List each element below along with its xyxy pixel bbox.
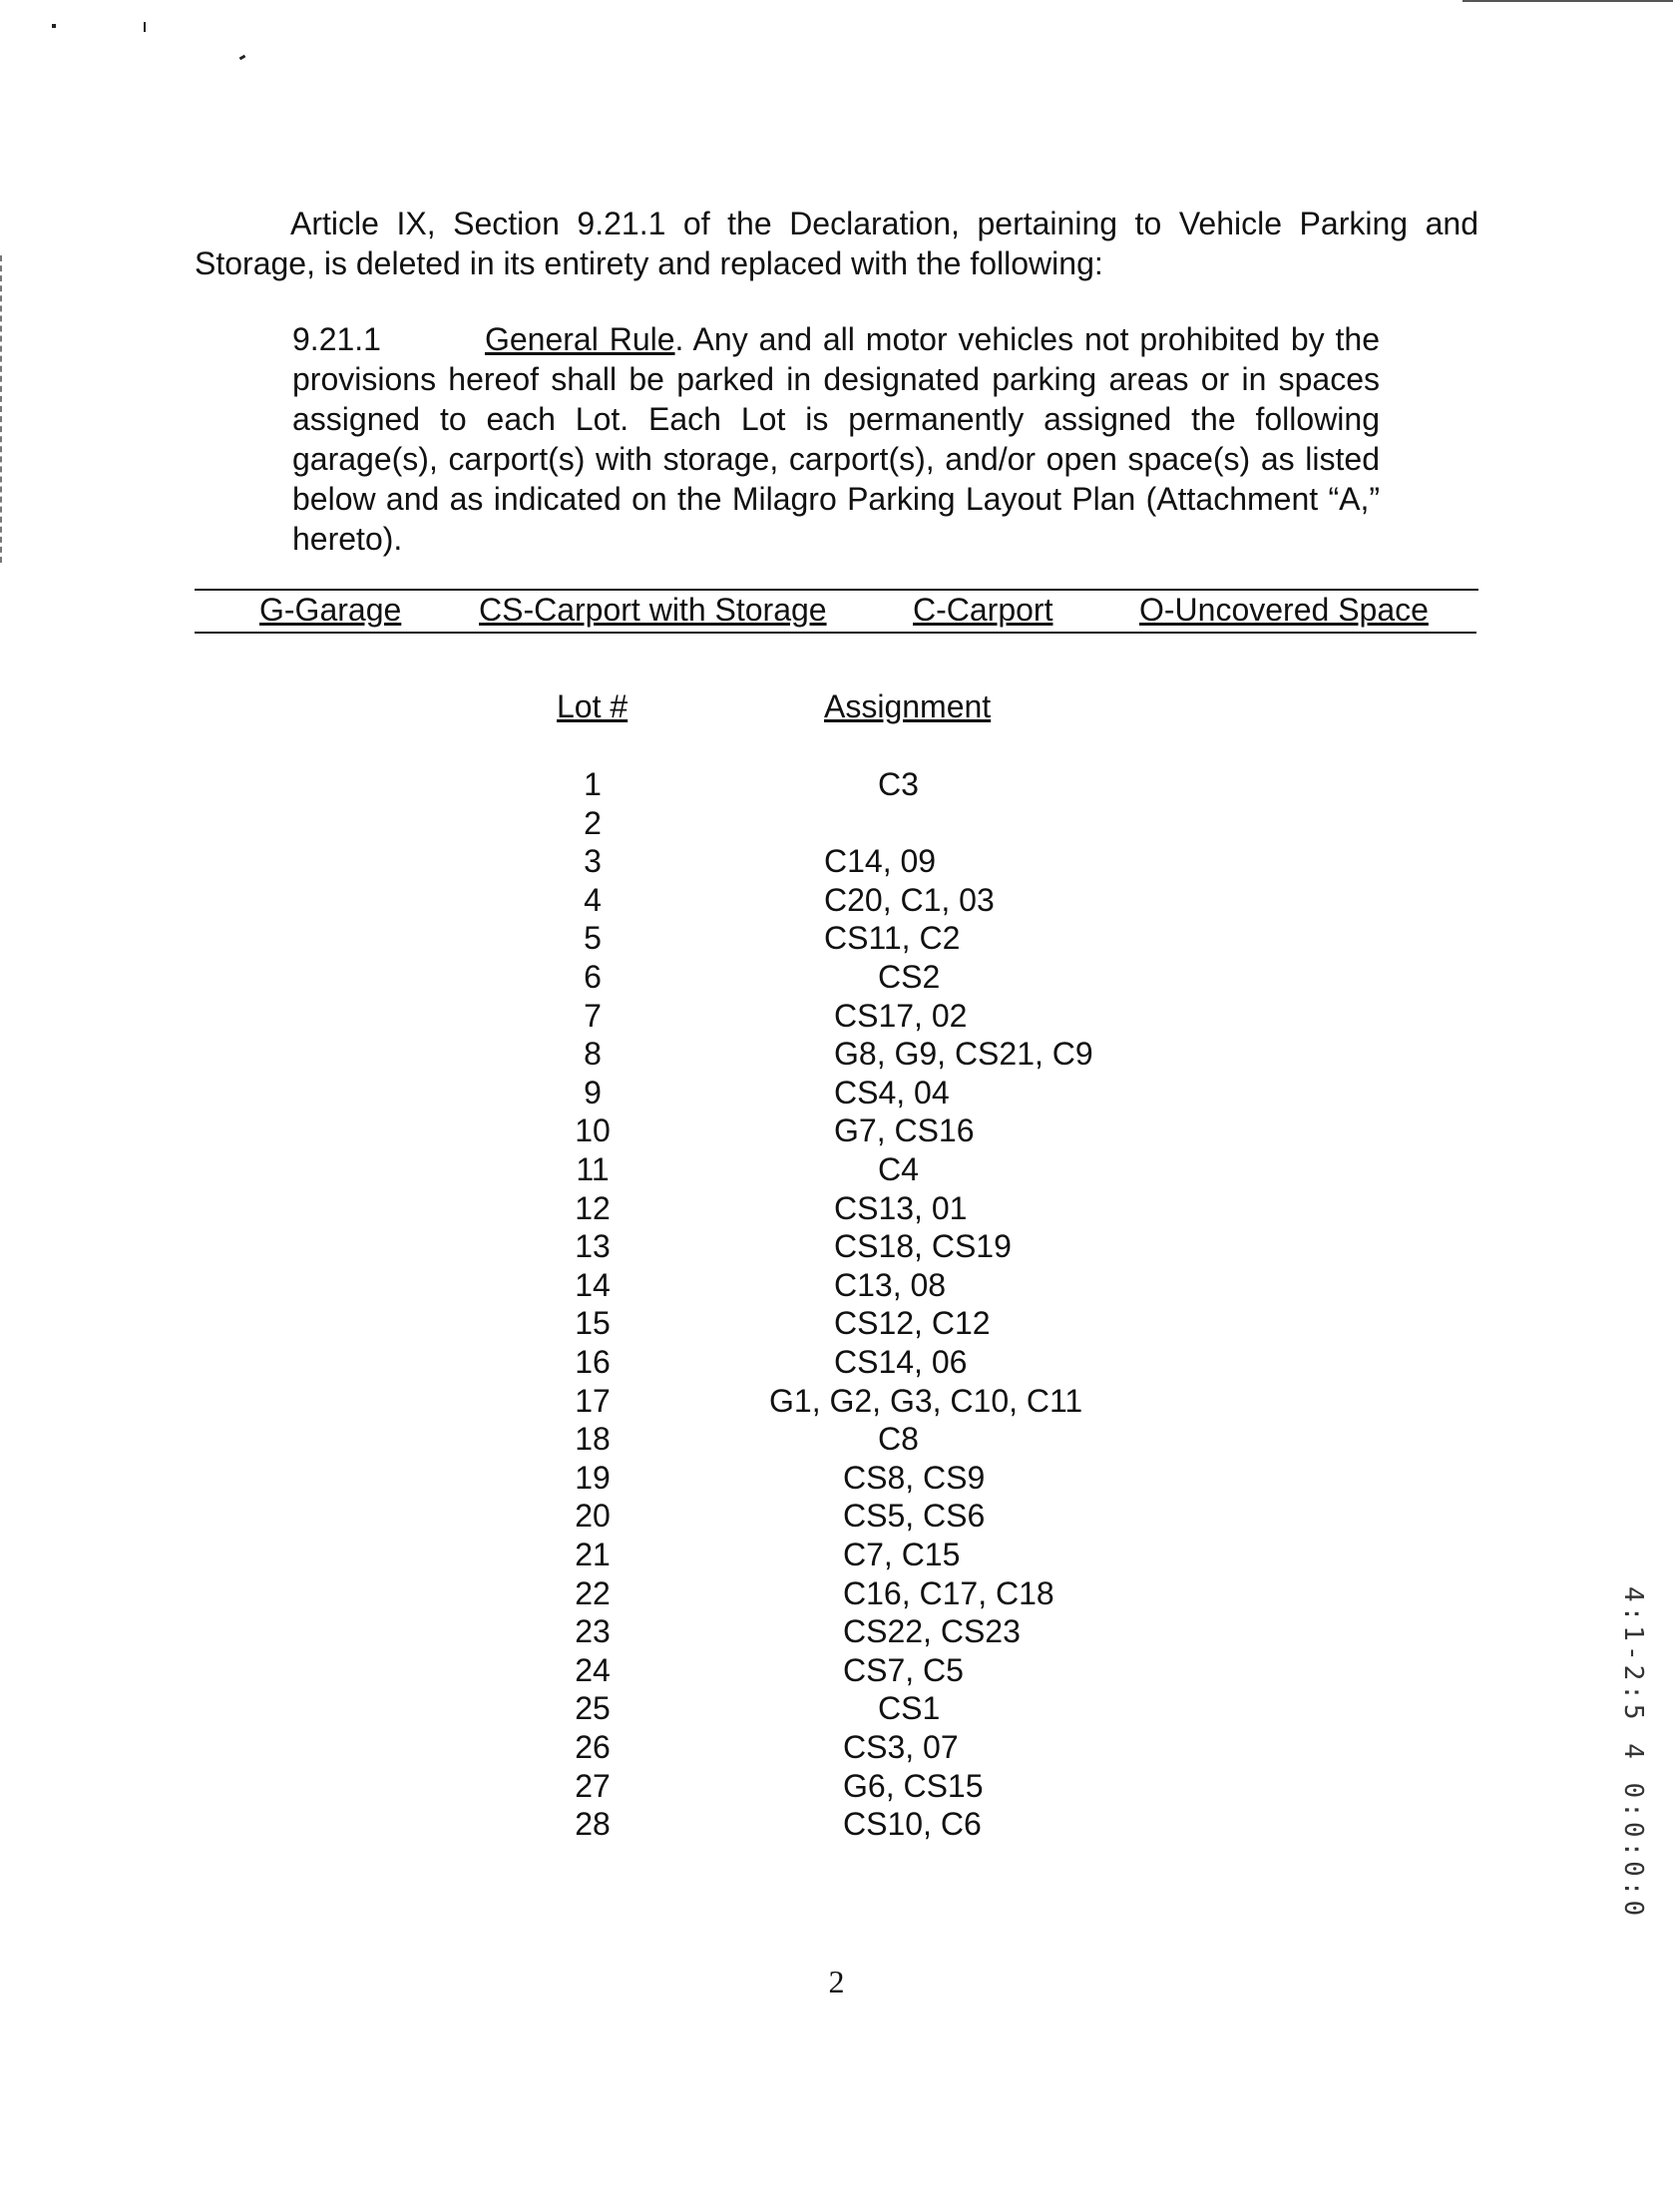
lot-number: 23	[575, 1613, 611, 1650]
lot-assignment: CS11, C2	[824, 920, 961, 957]
page-number: 2	[828, 1964, 845, 1999]
legend-garage: G-Garage	[259, 592, 402, 628]
lot-assignment: CS12, C12	[834, 1305, 991, 1342]
table-row	[0, 1612, 1673, 1650]
lot-number: 17	[575, 1382, 611, 1419]
lot-number: 9	[584, 1074, 602, 1110]
lot-number: 2	[584, 804, 602, 841]
table-row	[0, 1805, 1673, 1843]
rule-title: General Rule	[484, 321, 675, 357]
lot-number: 7	[584, 997, 602, 1034]
table-row	[0, 842, 1673, 880]
lot-assignment: G6, CS15	[843, 1767, 984, 1804]
lot-number: 11	[576, 1151, 610, 1187]
lot-number: 5	[584, 920, 602, 957]
margin-stamp: 4:1-2:5 4 0:0:0:0	[1618, 1586, 1648, 1921]
lot-number: 15	[575, 1305, 611, 1342]
general-rule-paragraph	[292, 319, 1380, 559]
table-row	[0, 1035, 1673, 1073]
lot-assignment: CS1	[878, 1690, 941, 1727]
lot-assignment: CS2	[878, 959, 941, 995]
lot-assignment: CS7, C5	[843, 1651, 964, 1688]
lot-number: 4	[584, 881, 602, 918]
scan-left-edge	[0, 255, 4, 563]
lot-assignment: G7, CS16	[834, 1112, 975, 1149]
table-row	[0, 1227, 1673, 1265]
legend-uncovered: O-Uncovered Space	[1139, 592, 1429, 628]
table-row	[0, 1150, 1673, 1188]
lot-assignment: C20, C1, 03	[824, 881, 995, 918]
scan-edge-line	[1463, 0, 1673, 2]
lot-assignment: C13, 08	[834, 1266, 947, 1303]
lot-assignment: C14, 09	[824, 843, 937, 880]
table-row	[0, 881, 1673, 919]
lot-assignment: CS13, 01	[834, 1189, 968, 1226]
table-row	[0, 1074, 1673, 1111]
lot-number: 20	[575, 1498, 611, 1535]
lot-number: 26	[575, 1729, 611, 1765]
lot-assignment: CS14, 06	[834, 1344, 968, 1380]
lot-assignment: CS18, CS19	[834, 1228, 1012, 1265]
table-row	[0, 1343, 1673, 1381]
lot-number: 13	[575, 1228, 611, 1265]
lot-number: 28	[575, 1806, 611, 1843]
table-row	[0, 958, 1673, 996]
lot-assignment: G8, G9, CS21, C9	[834, 1036, 1093, 1073]
lot-assignment: CS4, 04	[834, 1074, 950, 1110]
legend-row	[195, 590, 1476, 634]
lot-assignment: C7, C15	[843, 1537, 961, 1572]
intro-paragraph: Article IX, Section 9.21.1 of the Declaration, pertaining to Vehicle Parking and Storage, is deleted in its entirety and replaced with the following:	[195, 206, 1478, 281]
lot-number: 25	[575, 1690, 611, 1727]
table-row	[0, 804, 1673, 842]
table-row	[0, 1651, 1673, 1689]
lot-number: 19	[575, 1459, 611, 1496]
table-row	[0, 1189, 1673, 1227]
table-row	[0, 1689, 1673, 1727]
lot-number: 10	[575, 1112, 611, 1149]
lot-number: 24	[575, 1651, 611, 1688]
scan-mark	[144, 22, 146, 32]
legend-carport-storage: CS-Carport with Storage	[479, 592, 827, 628]
table-row	[0, 1728, 1673, 1766]
lot-number: 12	[575, 1189, 611, 1226]
table-row	[0, 1266, 1673, 1304]
scan-mark	[239, 55, 246, 61]
lot-number: 21	[575, 1537, 611, 1572]
lot-assignment: CS17, 02	[834, 997, 968, 1034]
table-row	[0, 1767, 1673, 1805]
table-row	[0, 997, 1673, 1035]
lot-assignment: C3	[878, 766, 919, 802]
lot-assignment: G1, G2, G3, C10, C11	[769, 1382, 1083, 1419]
lot-number: 1	[584, 766, 602, 802]
lot-assignment: C16, C17, C18	[843, 1574, 1054, 1611]
lot-assignment: C4	[878, 1151, 919, 1187]
rule-number: 9.21.1	[292, 321, 381, 357]
table-row	[0, 1459, 1673, 1497]
lot-number: 16	[575, 1344, 611, 1380]
rule-text: . Any and all motor vehicles not prohibited by the provisions hereof shall be parked in designated parking areas or in spaces assigned to each Lot. Each Lot is permanently assigned the following garage(s), carport(s) with storage, carport(s), and/or open space(s) as listed below and as indicated on the Milagro Parking Layout Plan (Attachment “A,” hereto).	[292, 321, 1381, 557]
table-row	[0, 1304, 1673, 1342]
lot-assignment: CS3, 07	[843, 1729, 959, 1765]
lot-assignment: CS5, CS6	[843, 1498, 986, 1535]
lot-number: 22	[575, 1574, 611, 1611]
lot-number: 14	[575, 1266, 611, 1303]
table-row	[0, 1497, 1673, 1535]
scan-mark	[52, 24, 56, 28]
lot-number: 27	[575, 1767, 611, 1804]
table-row	[0, 1574, 1673, 1612]
lot-number: 3	[584, 843, 602, 880]
assignment-header: Assignment	[824, 688, 992, 724]
table-row	[0, 765, 1673, 803]
table-row	[0, 1420, 1673, 1458]
lot-number: 18	[575, 1421, 611, 1458]
lot-assignment: C8	[878, 1421, 919, 1458]
table-row	[0, 919, 1673, 957]
table-row	[0, 1536, 1673, 1573]
legend-carport: C-Carport	[913, 592, 1053, 628]
lot-assignment: CS10, C6	[843, 1806, 982, 1843]
table-row	[0, 1111, 1673, 1149]
lot-assignment: CS8, CS9	[843, 1459, 986, 1496]
lot-assignment: CS22, CS23	[843, 1613, 1021, 1650]
lot-number: 6	[584, 959, 602, 995]
lot-number: 8	[584, 1036, 602, 1073]
lot-header: Lot #	[557, 688, 628, 724]
table-row	[0, 1382, 1673, 1420]
